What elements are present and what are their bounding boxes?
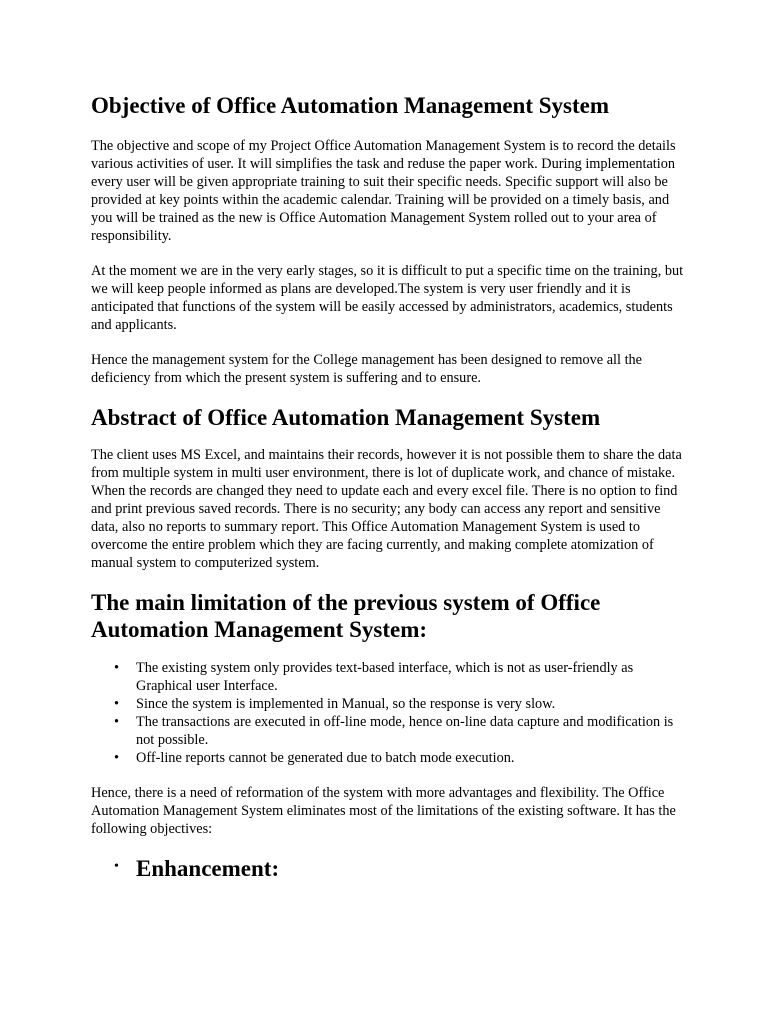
- objective-paragraph-3: Hence the management system for the College management has been designed to remove all the deficiency from which the present system is suffering and to ensure.: [91, 352, 643, 386]
- list-item: [91, 749, 691, 767]
- page-title: Objective of Office Automation Management System: [91, 93, 610, 118]
- list-item-text: Off-line reports cannot be generated due to batch mode execution.: [136, 750, 515, 766]
- list-item: [91, 713, 691, 749]
- objective-paragraph-1: The objective and scope of my Project Office Automation Management System is to record the details various activities of user. It will simplifies the task and reduse the paper work. During implementation every user will be given appropriate training to suit their specific needs. Specific support will also be provided at key points within the academic calendar. Training will be provided on a timely basis, and you will be trained as the new is Office Automation Management System rolled out to your area of responsibility.: [91, 138, 676, 244]
- list-item-text: The transactions are executed in off-line mode, hence on-line data capture and modification is not possible.: [136, 714, 674, 748]
- bullet-icon: •: [114, 750, 120, 766]
- list-item-text: The existing system only provides text-based interface, which is not as user-friendly as Graphical user Interface.: [136, 660, 634, 694]
- enhancement-item: [91, 855, 691, 883]
- list-item: [91, 695, 691, 713]
- list-item-text: Since the system is implemented in Manual, so the response is very slow.: [136, 696, 556, 712]
- objective-paragraph-2: At the moment we are in the very early stages, so it is difficult to put a specific time on the training, but we will keep people informed as plans are developed.The system is very user friendly and it is anticipated that functions of the system will be easily accessed by administrators, academics, students and applicants.: [91, 263, 684, 333]
- enhancement-heading: Enhancement:: [136, 856, 280, 881]
- limitations-closing-paragraph: Hence, there is a need of reformation of the system with more advantages and flexibility. The Office Automation Management System eliminates most of the limitations of the existing software. It has the following objectives:: [91, 785, 676, 837]
- document-page: [91, 92, 691, 883]
- bullet-icon: •: [114, 660, 120, 676]
- bullet-icon: •: [114, 714, 120, 730]
- limitations-list: [91, 659, 691, 767]
- limitations-heading: The main limitation of the previous system of Office Automation Management System:: [91, 590, 601, 642]
- abstract-heading: Abstract of Office Automation Management System: [91, 405, 601, 430]
- abstract-paragraph: The client uses MS Excel, and maintains their records, however it is not possible them to share the data from multiple system in multi user environment, there is lot of duplicate work, and chance of mistake. When the records are changed they need to update each and every excel file. There is no option to find and print previous saved records. There is no security; any body can access any report and sensitive data, also no reports to summary report. This Office Automation Management System is used to overcome the entire problem which they are facing currently, and making complete atomization of manual system to computerized system.: [91, 447, 682, 571]
- bullet-icon: •: [114, 696, 120, 712]
- bullet-icon: •: [114, 859, 119, 874]
- list-item: [91, 659, 691, 695]
